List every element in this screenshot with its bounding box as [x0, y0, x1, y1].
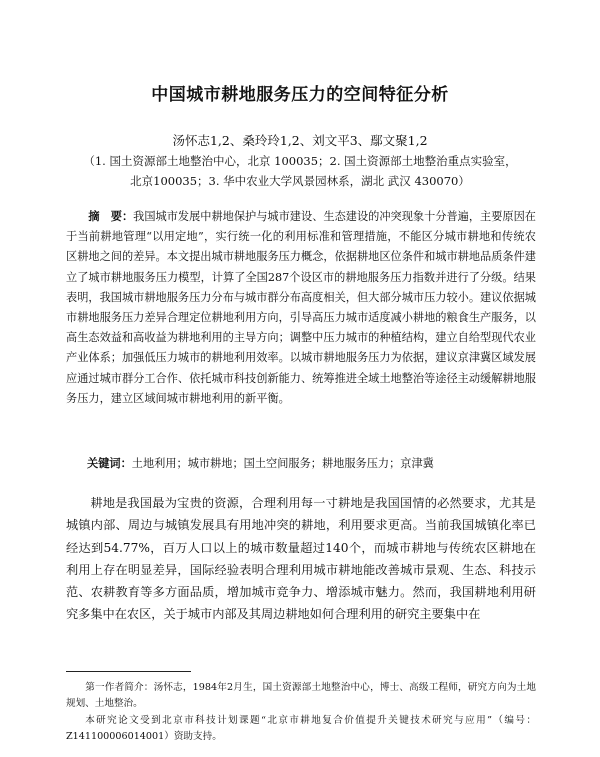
- keywords: [87, 455, 547, 471]
- body-paragraph: 耕地是我国最为宝贵的资源，合理利用每一寸耕地是我国国情的必然要求，尤其是城镇内部、周边与城镇发展具有用地冲突的耕地，利用要求更高。当前我国城镇化率已经达到54.77%，百万人口以上的城市数量超过140个，而城市耕地与传统农区耕地在利用上存在明显差异，国际经验表明合理利用城市耕地能改善城市景观、生态、科技示范、农耕教育等多方面品质，增加城市竞争力、增添城市魅力。然而，我国耕地利用研究多集中在农区，关于城市内部及其周边耕地如何合理利用的研究主要集中在: [66, 496, 536, 622]
- footnote-funding: 本研究论文受到北京市科技计划课题“北京市耕地复合价值提升关键技术研究与应用”（编号：Z141100006014001）资助支持。: [66, 715, 536, 742]
- keywords-text: 土地利用；城市耕地；国土空间服务；耕地服务压力；京津冀: [131, 457, 434, 470]
- abstract-label: 摘 要：: [88, 210, 134, 223]
- footnote-author-bio: 第一作者简介：汤怀志，1984年2月生，国土资源部土地整治中心，博士、高级工程师，研究方向为土地规划、土地整治。: [66, 682, 536, 709]
- author-list: 汤怀志1,2、桑玲玲1,2、刘文平3、鄢文聚1,2: [172, 133, 428, 148]
- affiliation-line-1: （1. 国土资源部土地整治中心，北京 100035；2. 国土资源部土地整治重点实验室，: [83, 154, 517, 168]
- footnote-divider: [66, 671, 191, 672]
- abstract: [66, 207, 536, 409]
- affiliation-line-2: 北京100035；3. 华中农业大学风景园林系，湖北 武汉 430070）: [130, 174, 470, 188]
- keywords-label: 关键词：: [87, 457, 132, 470]
- paper-title: 中国城市耕地服务压力的空间特征分析: [151, 85, 449, 105]
- abstract-text: 我国城市发展中耕地保护与城市建设、生态建设的冲突现象十分普遍，主要原因在于当前耕地管理“以用定地”，实行统一化的利用标准和管理措施，不能区分城市耕地和传统农区耕地之间的差异。本文提出城市耕地服务压力概念，依据耕地区位条件和城市耕地品质条件建立了城市耕地服务压力模型，计算了全国287个设区市的耕地服务压力指数并进行了分级。结果表明，我国城市耕地服务压力分布与城市群分布高度相关，但大部分城市压力较小。建议依据城市耕地服务压力差异合理定位耕地利用方向，引导高压力城市适度减小耕地的粮食生产服务，以高生态效益和高收益为耕地利用的主导方向；调整中压力城市的种植结构，建立自给型现代农业产业体系；加强低压力城市的耕地利用效率。以城市耕地服务压力为依据，建议京津冀区域发展应通过城市群分工合作、依托城市科技创新能力、统筹推进全域土地整治等途径主动缓解耕地服务压力，建立区域间城市耕地利用的新平衡。: [66, 210, 536, 405]
